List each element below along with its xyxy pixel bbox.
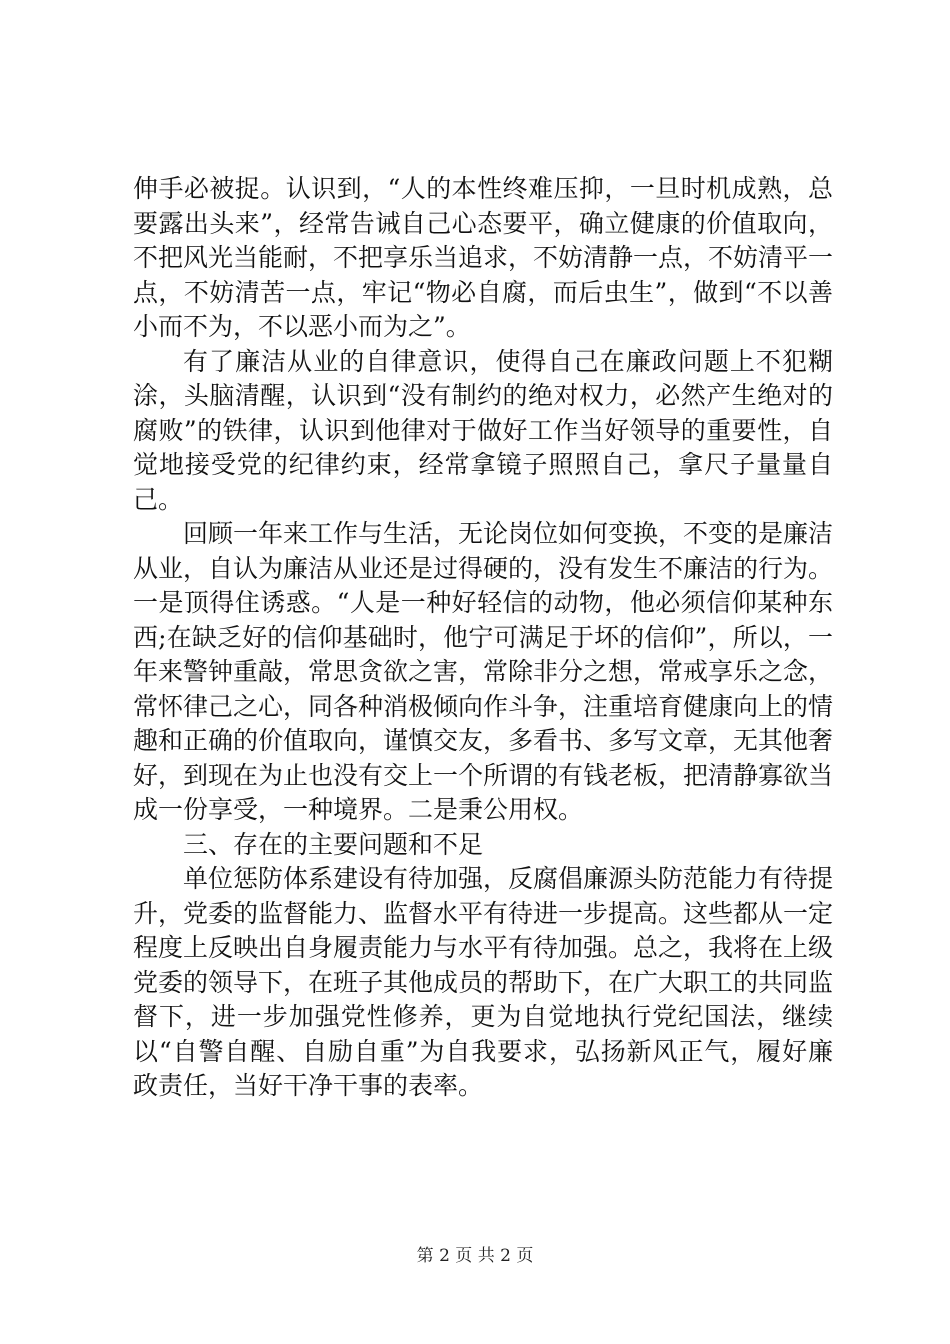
document-body xyxy=(133,172,833,1104)
paragraph-self-discipline: 有了廉洁从业的自律意识，使得自己在廉政问题上不犯糊涂，头脑清醒，认识到“没有制约的绝对权力，必然产生绝对的腐败”的铁律，认识到他律对于做好工作当好领导的重要性，自觉地接受党的纪律约束，经常拿镜子照照自己，拿尺子量量自己。 xyxy=(133,346,833,514)
page-footer: 第 2 页 共 2 页 xyxy=(416,1246,534,1266)
paragraph-problems: 单位惩防体系建设有待加强，反腐倡廉源头防范能力有待提升，党委的监督能力、监督水平有待进一步提高。这些都从一定程度上反映出自身履责能力与水平有待加强。总之，我将在上级党委的领导下，在班子其他成员的帮助下，在广大职工的共同监督下，进一步加强党性修养，更为自觉地执行党纪国法，继续以“自警自醒、自励自重”为自我要求，弘扬新风正气，履好廉政责任，当好干净干事的表率。 xyxy=(133,864,834,1100)
paragraph-year-review: 回顾一年来工作与生活，无论岗位如何变换，不变的是廉洁从业，自认为廉洁从业还是过得硬的，没有发生不廉洁的行为。一是顶得住诱惑。“人是一种好轻信的动物，他必须信仰某种东西;在缺乏好的信仰基础时，他宁可满足于坏的信仰”，所以，一年来警钟重敲，常思贪欲之害，常除非分之想，常戒享乐之念，常怀律己之心，同各种消极倾向作斗争，注重培育健康向上的情趣和正确的价值取向，谨慎交友，多看书、多写文章，无其他奢好，到现在为止也没有交上一个所谓的有钱老板，把清静寡欲当成一份享受，一种境界。二是秉公用权。 xyxy=(133,519,834,824)
section-heading-problems: 三、存在的主要问题和不足 xyxy=(183,829,484,859)
paragraph-continued: 伸手必被捉。认识到，“人的本性终难压抑，一旦时机成熟，总要露出头来”，经常告诫自己心态要平，确立健康的价值取向，不把风光当能耐，不把享乐当追求，不妨清静一点，不妨清平一点，不妨清苦一点，牢记“物必自腐，而后虫生”，做到“不以善小而不为，不以恶小而为之”。 xyxy=(133,174,834,341)
